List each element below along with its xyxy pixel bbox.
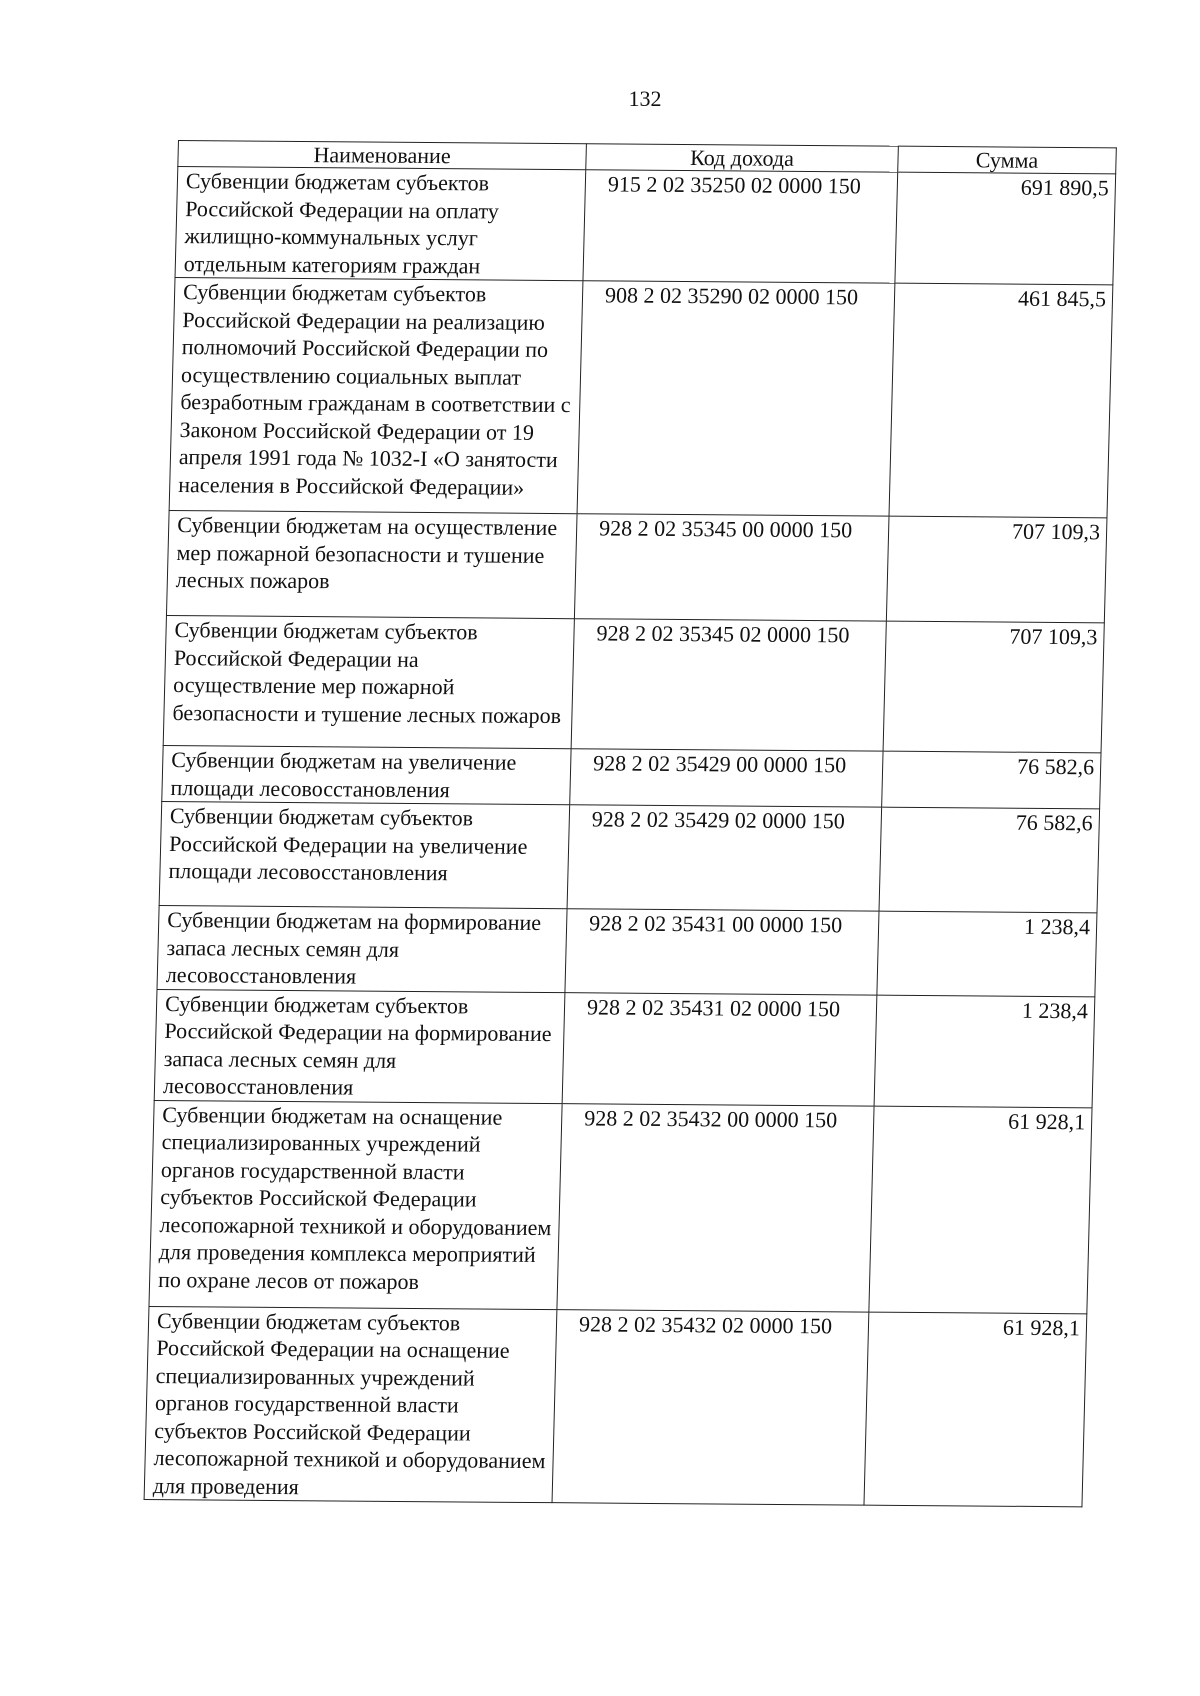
row-code: 928 2 02 35429 02 0000 150 <box>567 805 882 911</box>
row-code: 928 2 02 35432 02 0000 150 <box>552 1309 869 1505</box>
revenue-table <box>144 140 1117 1507</box>
row-name: Субвенции бюджетам субъектов Российской Федерации на оплату жилищно-коммунальных услуг отдельным категориям граждан <box>175 167 586 281</box>
row-sum: 1 238,4 <box>874 995 1095 1108</box>
row-name: Субвенции бюджетам на увеличение площади лесовосстановления <box>162 745 571 804</box>
row-code: 928 2 02 35432 00 0000 150 <box>557 1103 874 1311</box>
row-code: 928 2 02 35429 00 0000 150 <box>570 749 883 807</box>
page-number: 132 <box>628 86 662 111</box>
header-code: Код дохода <box>586 144 899 172</box>
table-row <box>169 277 1113 517</box>
row-sum: 691 890,5 <box>895 172 1116 285</box>
table-row <box>149 1100 1092 1313</box>
row-sum: 76 582,6 <box>882 751 1101 809</box>
table-row <box>163 615 1104 752</box>
row-code: 928 2 02 35431 02 0000 150 <box>562 992 877 1105</box>
row-code: 928 2 02 35431 00 0000 150 <box>565 909 879 995</box>
table-row <box>175 167 1116 285</box>
row-name: Субвенции бюджетам на осуществление мер пожарной безопасности и тушение лесных пожаров <box>166 510 577 618</box>
row-name: Субвенции бюджетам на формирование запаса лесных семян для лесовосстановления <box>157 905 567 992</box>
row-sum: 61 928,1 <box>864 1312 1087 1507</box>
row-sum: 1 238,4 <box>877 911 1097 996</box>
revenue-table-container <box>144 140 1116 1507</box>
table-row <box>166 510 1106 622</box>
row-sum: 61 928,1 <box>869 1106 1092 1314</box>
row-name: Субвенции бюджетам субъектов Российской Федерации на оснащение специализированных учреждений органов государственной власти субъектов Российской Федерации лесопожарной техникой и оборудованием для проведения <box>144 1306 557 1503</box>
row-code: 928 2 02 35345 00 0000 150 <box>574 514 889 621</box>
row-name: Субвенции бюджетам субъектов Российской Федерации на формирование запаса лесных семян для лесовосстановления <box>154 989 565 1103</box>
table-row <box>144 1306 1087 1507</box>
row-sum: 76 582,6 <box>879 807 1100 913</box>
row-name: Субвенции бюджетам субъектов Российской Федерации на реализацию полномочий Российской Федерации по осуществлению социальных выплат безработным гражданам в соответствии с Законом Российской Федерации от 19 апреля 1991 года № 1032-I «О занятости населения в Российской Федерации» <box>169 277 583 513</box>
table-row <box>159 801 1099 912</box>
row-sum: 707 109,3 <box>886 516 1107 623</box>
row-sum: 707 109,3 <box>883 621 1104 753</box>
table-row <box>162 745 1101 808</box>
row-code: 928 2 02 35345 02 0000 150 <box>571 619 886 751</box>
row-code: 908 2 02 35290 02 0000 150 <box>577 281 895 516</box>
row-name: Субвенции бюджетам на оснащение специализированных учреждений органов государственной власти субъектов Российской Федерации лесопожарной техникой и оборудованием для проведения комплекса мероприятий по охране лесов от пожаров <box>149 1100 562 1309</box>
header-sum: Сумма <box>898 146 1117 174</box>
row-name: Субвенции бюджетам субъектов Российской Федерации на осуществление мер пожарной безопасности и тушение лесных пожаров <box>163 615 574 748</box>
header-name: Наименование <box>178 141 587 170</box>
row-sum: 461 845,5 <box>889 283 1113 518</box>
row-code: 915 2 02 35250 02 0000 150 <box>583 170 898 283</box>
row-name: Субвенции бюджетам субъектов Российской Федерации на увеличение площади лесовосстановления <box>159 801 570 908</box>
table-row <box>154 989 1095 1107</box>
table-row <box>157 905 1097 996</box>
